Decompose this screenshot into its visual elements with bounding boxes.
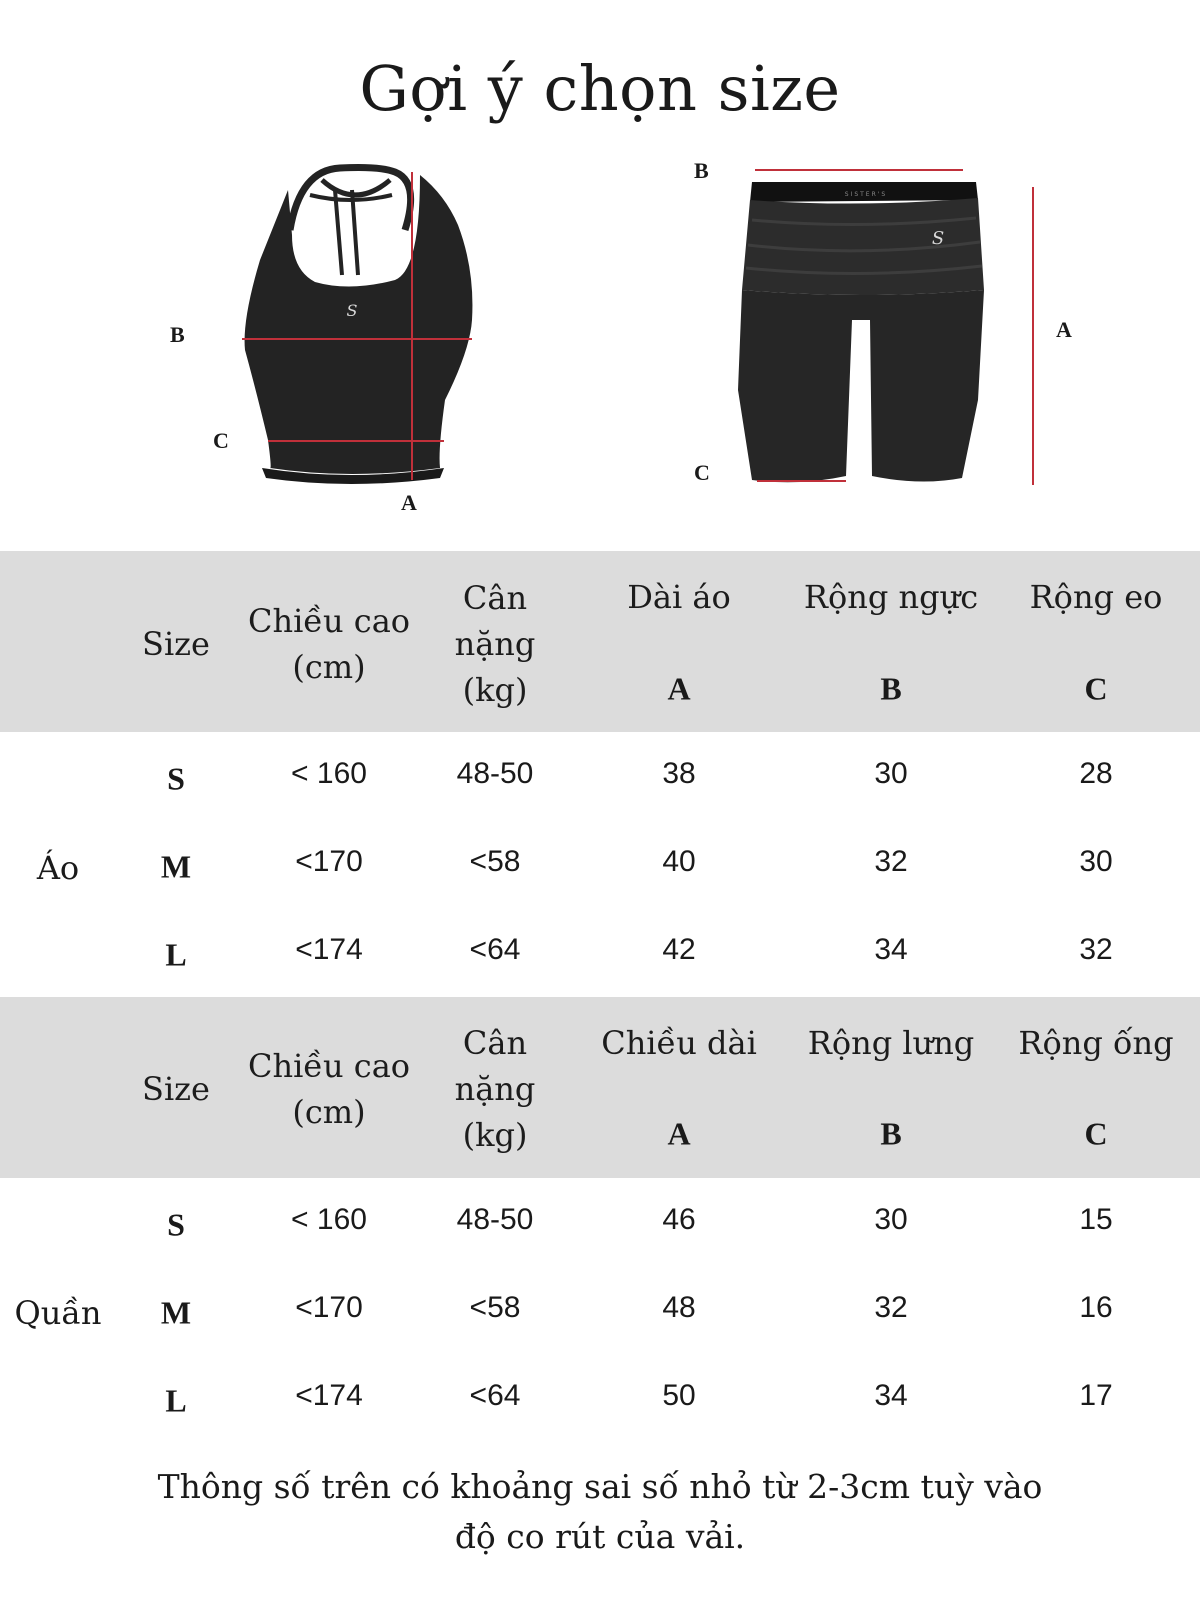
top-label-a: A xyxy=(401,490,417,515)
note-line-1: Thông số trên có khoảng sai số nhỏ từ 2-3cm tuỳ vào xyxy=(157,1467,1043,1506)
size-cell: L xyxy=(165,936,187,973)
header-height-line2: (cm) xyxy=(292,648,366,686)
weight-cell: <64 xyxy=(469,933,521,966)
size-cell: L xyxy=(165,1382,187,1419)
size-cell: M xyxy=(160,1294,192,1331)
height-cell: <174 xyxy=(295,933,363,966)
b-cell: 34 xyxy=(874,1379,908,1412)
header-leg: Rộng ống xyxy=(1018,1024,1174,1062)
c-cell: 17 xyxy=(1079,1379,1113,1412)
size-cell: S xyxy=(167,760,185,797)
weight-cell: <58 xyxy=(469,1291,521,1324)
category-label: Quần xyxy=(14,1294,102,1332)
note-line-2: độ co rút của vải. xyxy=(454,1517,746,1556)
garment-diagrams xyxy=(0,150,1200,530)
header-letter-b: B xyxy=(880,1115,902,1152)
header-height xyxy=(248,1043,410,1135)
header-weight-line3: (kg) xyxy=(462,1116,528,1154)
header-weight-line2: nặng xyxy=(454,1070,536,1108)
svg-text:S: S xyxy=(346,301,358,320)
height-cell: < 160 xyxy=(291,1203,367,1236)
b-cell: 32 xyxy=(874,845,908,878)
page-title: Gợi ý chọn size xyxy=(359,52,841,125)
a-cell: 42 xyxy=(662,933,696,966)
top-label-b: B xyxy=(170,322,185,347)
tolerance-note xyxy=(0,1462,1200,1562)
shorts-label-c: C xyxy=(694,460,710,485)
b-cell: 30 xyxy=(874,757,908,790)
header-weight-line3: (kg) xyxy=(462,671,528,709)
header-height-line2: (cm) xyxy=(292,1093,366,1131)
header-weight xyxy=(455,1020,536,1158)
c-cell: 15 xyxy=(1079,1203,1113,1236)
weight-cell: 48-50 xyxy=(456,757,534,790)
a-cell: 38 xyxy=(662,757,696,790)
b-cell: 30 xyxy=(874,1203,908,1236)
size-cell: S xyxy=(167,1206,185,1243)
header-letter-a: A xyxy=(667,670,691,707)
top-label-c: C xyxy=(213,428,229,453)
header-length: Dài áo xyxy=(627,578,731,616)
svg-text:S: S xyxy=(931,228,945,249)
header-height xyxy=(248,598,410,690)
shorts-label-a: A xyxy=(1056,317,1072,342)
header-back: Rộng lưng xyxy=(807,1024,975,1062)
header-height-line1: Chiều cao xyxy=(247,602,411,640)
shorts-image xyxy=(738,170,1033,485)
header-letter-b: B xyxy=(880,670,902,707)
weight-cell: 48-50 xyxy=(456,1203,534,1236)
b-cell: 32 xyxy=(874,1291,908,1324)
header-height-line1: Chiều cao xyxy=(247,1047,411,1085)
a-cell: 50 xyxy=(662,1379,696,1412)
c-cell: 16 xyxy=(1079,1291,1113,1324)
weight-cell: <64 xyxy=(469,1379,521,1412)
category-label: Áo xyxy=(36,849,80,887)
size-cell: M xyxy=(160,848,192,885)
header-length: Chiều dài xyxy=(601,1024,757,1062)
height-cell: <170 xyxy=(295,845,363,878)
height-cell: <174 xyxy=(295,1379,363,1412)
header-weight-line1: Cân xyxy=(462,1024,528,1062)
header-waist: Rộng eo xyxy=(1029,578,1163,616)
header-letter-a: A xyxy=(667,1115,691,1152)
halter-top-image xyxy=(242,168,472,485)
height-cell: <170 xyxy=(295,1291,363,1324)
a-cell: 40 xyxy=(662,845,696,878)
header-weight xyxy=(455,575,536,713)
header-size: Size xyxy=(142,625,210,663)
a-cell: 46 xyxy=(662,1203,696,1236)
height-cell: < 160 xyxy=(291,757,367,790)
c-cell: 32 xyxy=(1079,933,1113,966)
header-letter-c: C xyxy=(1084,1115,1108,1152)
c-cell: 30 xyxy=(1079,845,1113,878)
header-size: Size xyxy=(142,1070,210,1108)
header-chest: Rộng ngực xyxy=(803,578,979,616)
a-cell: 48 xyxy=(662,1291,696,1324)
b-cell: 34 xyxy=(874,933,908,966)
weight-cell: <58 xyxy=(469,845,521,878)
header-weight-line1: Cân xyxy=(462,579,528,617)
header-letter-c: C xyxy=(1084,670,1108,707)
svg-text:SISTER'S: SISTER'S xyxy=(844,191,888,198)
shorts-label-b: B xyxy=(694,158,709,183)
c-cell: 28 xyxy=(1079,757,1113,790)
header-weight-line2: nặng xyxy=(454,625,536,663)
